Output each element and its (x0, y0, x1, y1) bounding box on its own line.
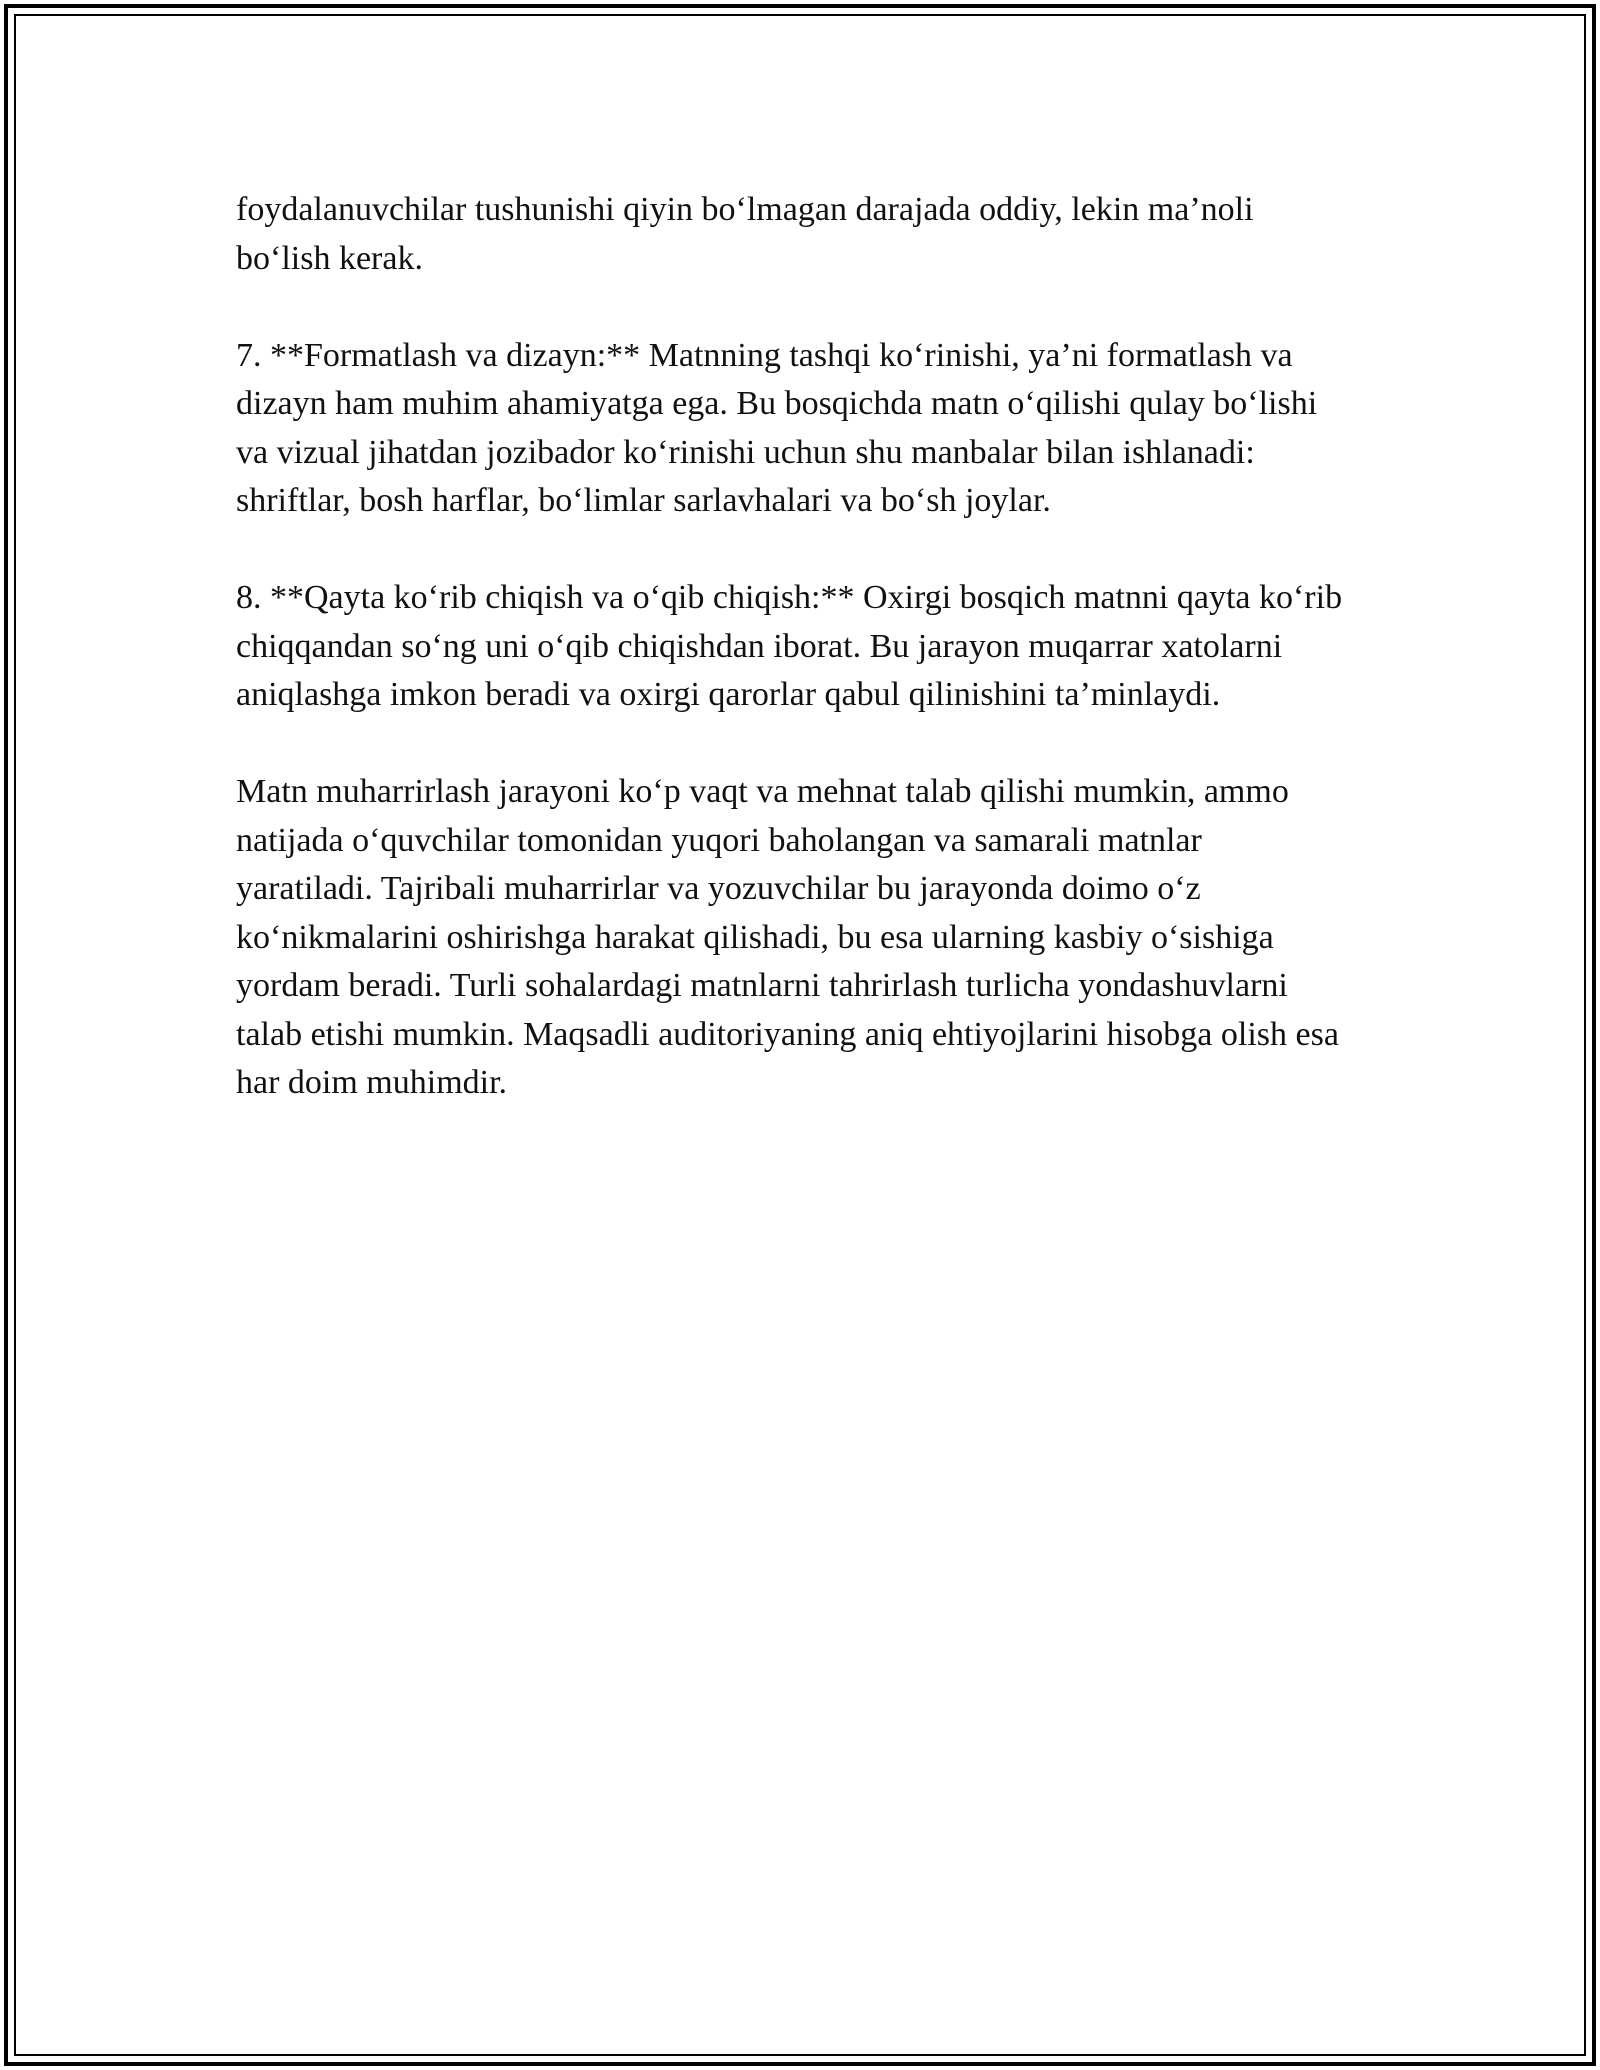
paragraph-review-proofread: 8. **Qayta ko‘rib chiqish va o‘qib chiqish:** Oxirgi bosqich matnni qayta ko‘rib chiqqandan so‘ng uni o‘qib chiqishdan iborat. Bu jarayon muqarrar xatolarni aniqlashga imkon beradi va oxirgi qarorlar qabul qilinishini ta’minlaydi. (236, 579, 1343, 713)
document-body (236, 186, 1346, 1156)
paragraph-formatting-design: 7. **Formatlash va dizayn:** Matnning tashqi ko‘rinishi, ya’ni formatlash va dizayn ham muhim ahamiyatga ega. Bu bosqichda matn o‘qilishi qulay bo‘lishi va vizual jihatdan jozibador ko‘rinishi uchun shu manbalar bilan ishlanadi: shriftlar, bosh harflar, bo‘limlar sarlavhalari va bo‘sh joylar. (236, 336, 1318, 519)
paragraph-continuation: foydalanuvchilar tushunishi qiyin bo‘lmagan darajada oddiy, lekin ma’noli bo‘lish kerak. (236, 191, 1254, 277)
paragraph-conclusion: Matn muharrirlash jarayoni ko‘p vaqt va mehnat talab qilishi mumkin, ammo natijada o‘quvchilar tomonidan yuqori baholangan va samarali matnlar yaratiladi. Tajribali muharrirlar va yozuvchilar bu jarayonda doimo o‘z ko‘nikmalarini oshirishga harakat qilishadi, bu esa ularning kasbiy o‘sishiga yordam beradi. Turli sohalardagi matnlarni tahrirlash turlicha yondashuvlarni talab etishi mumkin. Maqsadli auditoriyaning aniq ehtiyojlarini hisobga olish esa har doim muhimdir. (236, 773, 1339, 1101)
